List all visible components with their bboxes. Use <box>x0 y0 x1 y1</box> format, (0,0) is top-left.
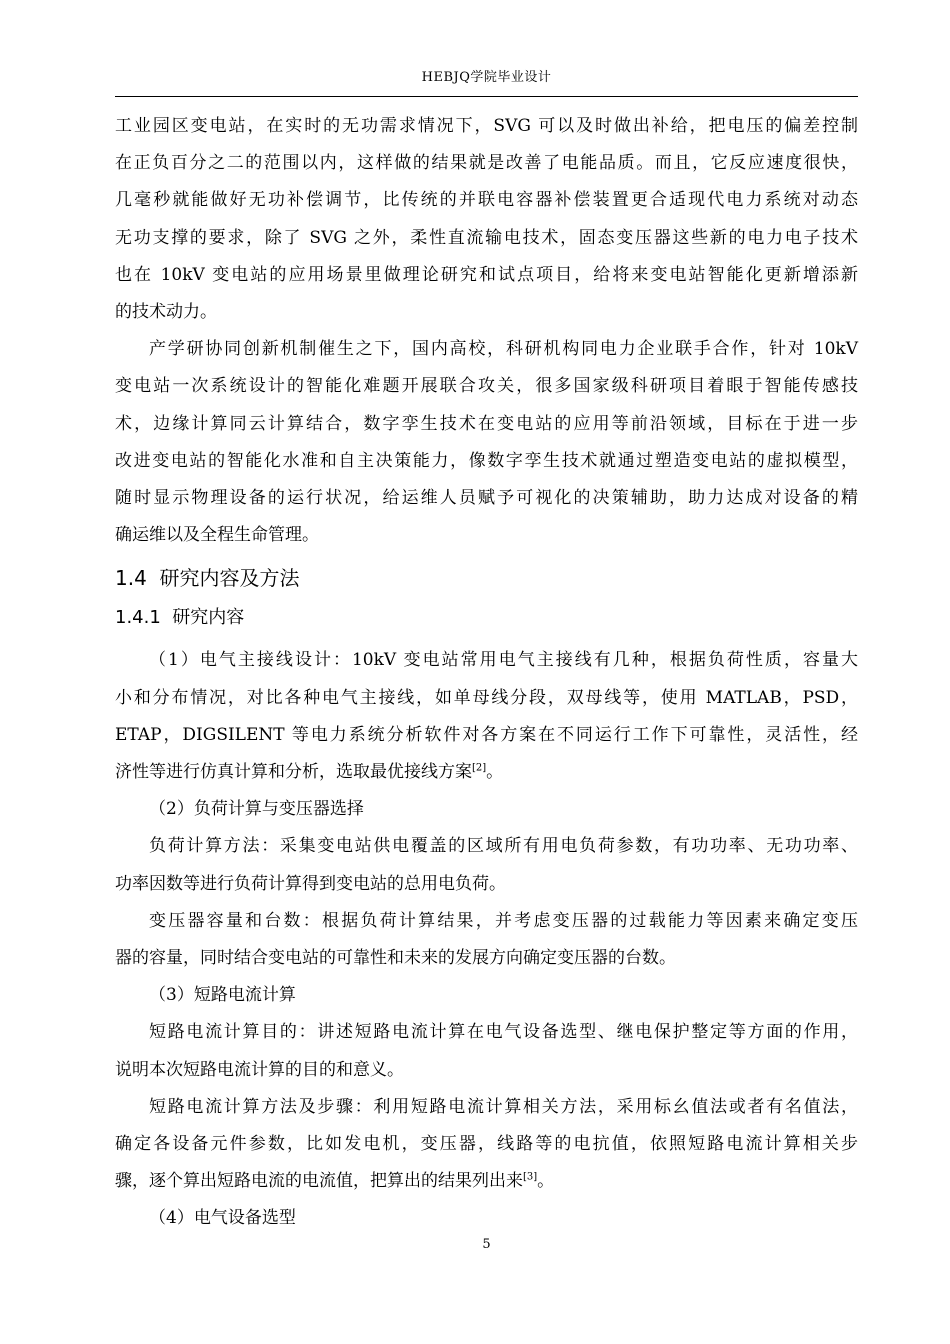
text-line: 变电站一次系统设计的智能化难题开展联合攻关，很多国家级科研项目着眼于智能传感技 <box>115 376 858 397</box>
text-line: 器的容量，同时结合变电站的可靠性和未来的发展方向确定变压器的台数。 <box>115 948 676 969</box>
text-line: 在正负百分之二的范围以内，这样做的结果就是改善了电能品质。而且，它反应速度很快， <box>115 153 858 174</box>
text-line: 小和分布情况，对比各种电气主接线，如单母线分段，双母线等，使用 MATLAB，PSD， <box>115 687 858 708</box>
page-header: HEBJQ学院毕业设计 <box>421 70 552 85</box>
text-line: 几毫秒就能做好无功补偿调节，比传统的并联电容器补偿装置更合适现代电力系统对动态 <box>115 190 858 211</box>
section-title: 研究内容及方法 <box>159 566 300 591</box>
item-equipment-selection-title <box>115 1200 858 1237</box>
document-body <box>115 108 858 1238</box>
text-line: 产学研协同创新机制催生之下，国内高校，科研机构同电力企业联手合作，针对 10kV <box>149 339 858 360</box>
text-line: 术，边缘计算同云计算结合，数字孪生技术在变电站的应用等前沿领域，目标在于进一步 <box>115 413 858 434</box>
text-line: ETAP，DIGSILENT 等电力系统分析软件对各方案在不同运行工作下可靠性，灵活性，经 <box>115 724 858 745</box>
text-line: 随时显示物理设备的运行状况，给运维人员赋予可视化的决策辅助，助力达成对设备的精 <box>115 488 858 509</box>
header-divider <box>115 96 858 97</box>
text-line: （4）电气设备选型 <box>149 1208 296 1229</box>
section-heading <box>115 558 858 598</box>
text-segment: 。 <box>537 1171 555 1192</box>
text-line: 负荷计算方法：采集变电站供电覆盖的区域所有用电负荷参数，有功功率、无功功率、 <box>149 836 858 857</box>
item-short-circuit-title <box>115 977 858 1014</box>
subsection-number: 1.4.1 <box>115 607 161 629</box>
text-line: 无功支撑的要求，除了 SVG 之外，柔性直流输电技术，固态变压器这些新的电力电子技术 <box>115 227 858 248</box>
text-line: 确定各设备元件参数，比如发电机，变压器，线路等的电抗值，依照短路电流计算相关步 <box>115 1134 858 1155</box>
text-line: 也在 10kV 变电站的应用场景里做理论研究和试点项目，给将来变电站智能化更新增添新 <box>115 264 858 285</box>
text-line: 变压器容量和台数：根据负荷计算结果，并考虑变压器的过载能力等因素来确定变压 <box>149 910 858 931</box>
paragraph-short-circuit-method <box>115 1089 858 1201</box>
text-segment: 济性等进行仿真计算和分析，选取最优接线方案 <box>115 762 472 783</box>
paragraph-transformer-capacity <box>115 903 858 977</box>
text-line: 改进变电站的智能化水准和自主决策能力，像数字孪生技术就通过塑造变电站的虚拟模型， <box>115 450 858 471</box>
text-line: 确运维以及全程生命管理。 <box>115 525 319 546</box>
citation-ref[interactable]: [2] <box>472 762 487 774</box>
subsection-heading <box>115 600 858 636</box>
paragraph-svg-compensation <box>115 108 858 331</box>
text-line <box>115 754 858 791</box>
section-number: 1.4 <box>115 566 147 591</box>
paragraph-load-method <box>115 828 858 902</box>
page-number: 5 <box>482 1237 491 1252</box>
paragraph-industry-cooperation <box>115 331 858 554</box>
text-line: 短路电流计算方法及步骤：利用短路电流计算相关方法，采用标幺值法或者有名值法， <box>149 1096 858 1117</box>
text-segment: 骤，逐个算出短路电流的电流值，把算出的结果列出来 <box>115 1171 523 1192</box>
text-line: （3）短路电流计算 <box>149 985 296 1006</box>
item-main-wiring <box>115 642 858 791</box>
text-line <box>115 1163 858 1200</box>
text-line: 功率因数等进行负荷计算得到变电站的总用电负荷。 <box>115 873 506 894</box>
text-segment: 。 <box>486 762 504 783</box>
subsection-title: 研究内容 <box>172 607 245 629</box>
text-line: （1）电气主接线设计：10kV 变电站常用电气主接线有几种，根据负荷性质，容量大 <box>149 650 858 671</box>
text-line: （2）负荷计算与变压器选择 <box>149 799 364 820</box>
text-line: 的技术动力。 <box>115 302 217 323</box>
text-line: 说明本次短路电流计算的目的和意义。 <box>115 1059 404 1080</box>
item-load-calc-title <box>115 791 858 828</box>
paragraph-short-circuit-purpose <box>115 1014 858 1088</box>
text-line: 工业园区变电站，在实时的无功需求情况下，SVG 可以及时做出补给，把电压的偏差控制 <box>115 116 858 136</box>
text-line: 短路电流计算目的：讲述短路电流计算在电气设备选型、继电保护整定等方面的作用， <box>149 1022 858 1043</box>
citation-ref[interactable]: [3] <box>523 1171 538 1183</box>
